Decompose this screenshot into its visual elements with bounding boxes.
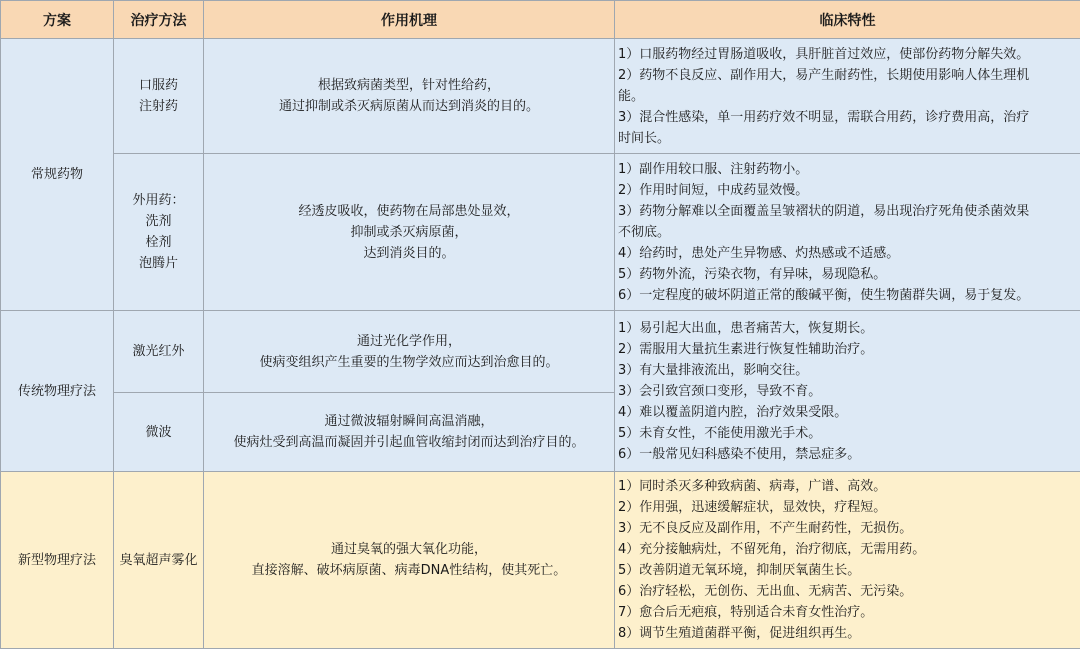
mechanism-line: 直接溶解、破坏病原菌、病毒DNA性结构，使其死亡。 <box>251 563 567 578</box>
header-row <box>1 1 1080 39</box>
trait-line: 4）难以覆盖阴道内腔，治疗效果受限。 <box>618 404 848 420</box>
mechanism-line: 经透皮吸收，使药物在局部患处显效， <box>298 203 520 219</box>
method-line: 口服药 <box>138 78 178 93</box>
trait-line: 1）副作用较口服、注射药物小。 <box>618 161 809 177</box>
header-scheme: 方案 <box>1 1 114 39</box>
trait-line: 6）一定程度的破坏阴道正常的酸碱平衡，使生物菌群失调，易于复发。 <box>618 287 1030 303</box>
trait-line: 3）混合性感染，单一用药疗效不明显，需联合用药，诊疗费用高，治疗 <box>618 109 1030 125</box>
method-line: 泡腾片 <box>138 256 178 271</box>
trait-line: 2）需服用大量抗生素进行恢复性辅助治疗。 <box>618 341 874 357</box>
method-line: 微波 <box>145 424 172 440</box>
method-cell <box>114 472 204 649</box>
method-line: 外用药： <box>132 193 185 208</box>
mechanism-line: 抑制或杀灭病原菌， <box>350 224 468 240</box>
trait-line: 3）会引致宫颈口变形，导致不育。 <box>618 383 822 399</box>
trait-line: 不彻底。 <box>618 224 671 240</box>
trait-line: 5）药物外流，污染衣物，有异味，易现隐私。 <box>618 266 887 282</box>
trait-line: 1）同时杀灭多种致病菌、病毒，广谱、高效。 <box>618 479 887 494</box>
method-line: 栓剂 <box>145 235 172 250</box>
trait-line: 3）药物分解难以全面覆盖呈皱褶状的阴道，易出现治疗死角使杀菌效果 <box>618 203 1030 219</box>
trait-line: 5）未育女性，不能使用激光手术。 <box>618 425 822 441</box>
trait-line: 时间长。 <box>618 130 671 146</box>
trait-line: 4）充分接触病灶，不留死角，治疗彻底，无需用药。 <box>618 542 926 557</box>
trait-line: 1）口服药物经过胃肠道吸收，具肝脏首过效应，使部份药物分解失效。 <box>618 46 1030 62</box>
mechanism-line: 通过臭氧的强大氧化功能， <box>330 542 487 557</box>
trait-line: 2）药物不良反应、副作用大，易产生耐药性，长期使用影响人体生理机 <box>618 67 1030 83</box>
trait-line: 3）无不良反应及副作用，不产生耐药性，无损伤。 <box>618 521 913 536</box>
scheme-cell: 常规药物 <box>1 39 114 311</box>
mechanism-line: 使病灶受到高温而凝固并引起血管收缩封闭而达到治疗目的。 <box>233 435 585 450</box>
method-cell <box>114 311 204 393</box>
table-row <box>1 39 1080 154</box>
trait-line: 5）改善阴道无氧环境，抑制厌氧菌生长。 <box>618 563 861 578</box>
scheme-cell: 新型物理疗法 <box>1 472 114 649</box>
trait-line: 3）有大量排液流出，影响交往。 <box>618 362 809 378</box>
table-row <box>1 154 1080 311</box>
header-method: 治疗方法 <box>114 1 204 39</box>
method-line: 洗剂 <box>145 214 172 229</box>
method-cell <box>114 154 204 311</box>
mechanism-line: 根据致病菌类型，针对性给药， <box>317 78 500 93</box>
table-row <box>1 472 1080 649</box>
scheme-cell: 传统物理疗法 <box>1 311 114 472</box>
header-mechanism: 作用机理 <box>204 1 615 39</box>
traits-cell <box>615 39 1080 154</box>
mechanism-line: 通过光化学作用， <box>356 333 461 349</box>
method-cell <box>114 39 204 154</box>
trait-line: 8）调节生殖道菌群平衡，促进组织再生。 <box>618 626 861 641</box>
mechanism-line: 使病变组织产生重要的生物学效应而达到治愈目的。 <box>259 354 559 370</box>
traits-cell <box>615 154 1080 311</box>
method-line: 激光红外 <box>132 344 185 359</box>
mechanism-line: 达到消炎目的。 <box>363 245 455 261</box>
traits-cell <box>615 472 1080 649</box>
header-clinical-traits: 临床特性 <box>615 1 1080 39</box>
method-line: 臭氧超声雾化 <box>119 552 198 568</box>
trait-line: 4）给药时，患处产生异物感、灼热感或不适感。 <box>618 245 900 261</box>
mechanism-line: 通过微波辐射瞬间高温消融， <box>324 414 494 429</box>
trait-line: 2）作用强，迅速缓解症状，显效快，疗程短。 <box>618 500 887 515</box>
mechanism-cell <box>204 311 615 393</box>
trait-line: 7）愈合后无疤痕，特别适合未育女性治疗。 <box>618 605 874 620</box>
trait-line: 1）易引起大出血，患者痛苦大，恢复期长。 <box>618 320 874 336</box>
trait-line: 能。 <box>618 88 645 104</box>
table-row <box>1 311 1080 393</box>
mechanism-line: 通过抑制或杀灭病原菌从而达到消炎的目的。 <box>278 99 539 114</box>
trait-line: 2）作用时间短，中成药显效慢。 <box>618 182 809 198</box>
method-cell <box>114 393 204 472</box>
mechanism-cell <box>204 154 615 311</box>
method-line: 注射药 <box>138 99 178 114</box>
traits-cell <box>615 311 1080 472</box>
mechanism-cell <box>204 39 615 154</box>
trait-line: 6）治疗轻松，无创伤、无出血、无病苦、无污染。 <box>618 584 913 599</box>
trait-line: 6）一般常见妇科感染不使用，禁忌症多。 <box>618 446 861 462</box>
mechanism-cell <box>204 393 615 472</box>
mechanism-cell <box>204 472 615 649</box>
